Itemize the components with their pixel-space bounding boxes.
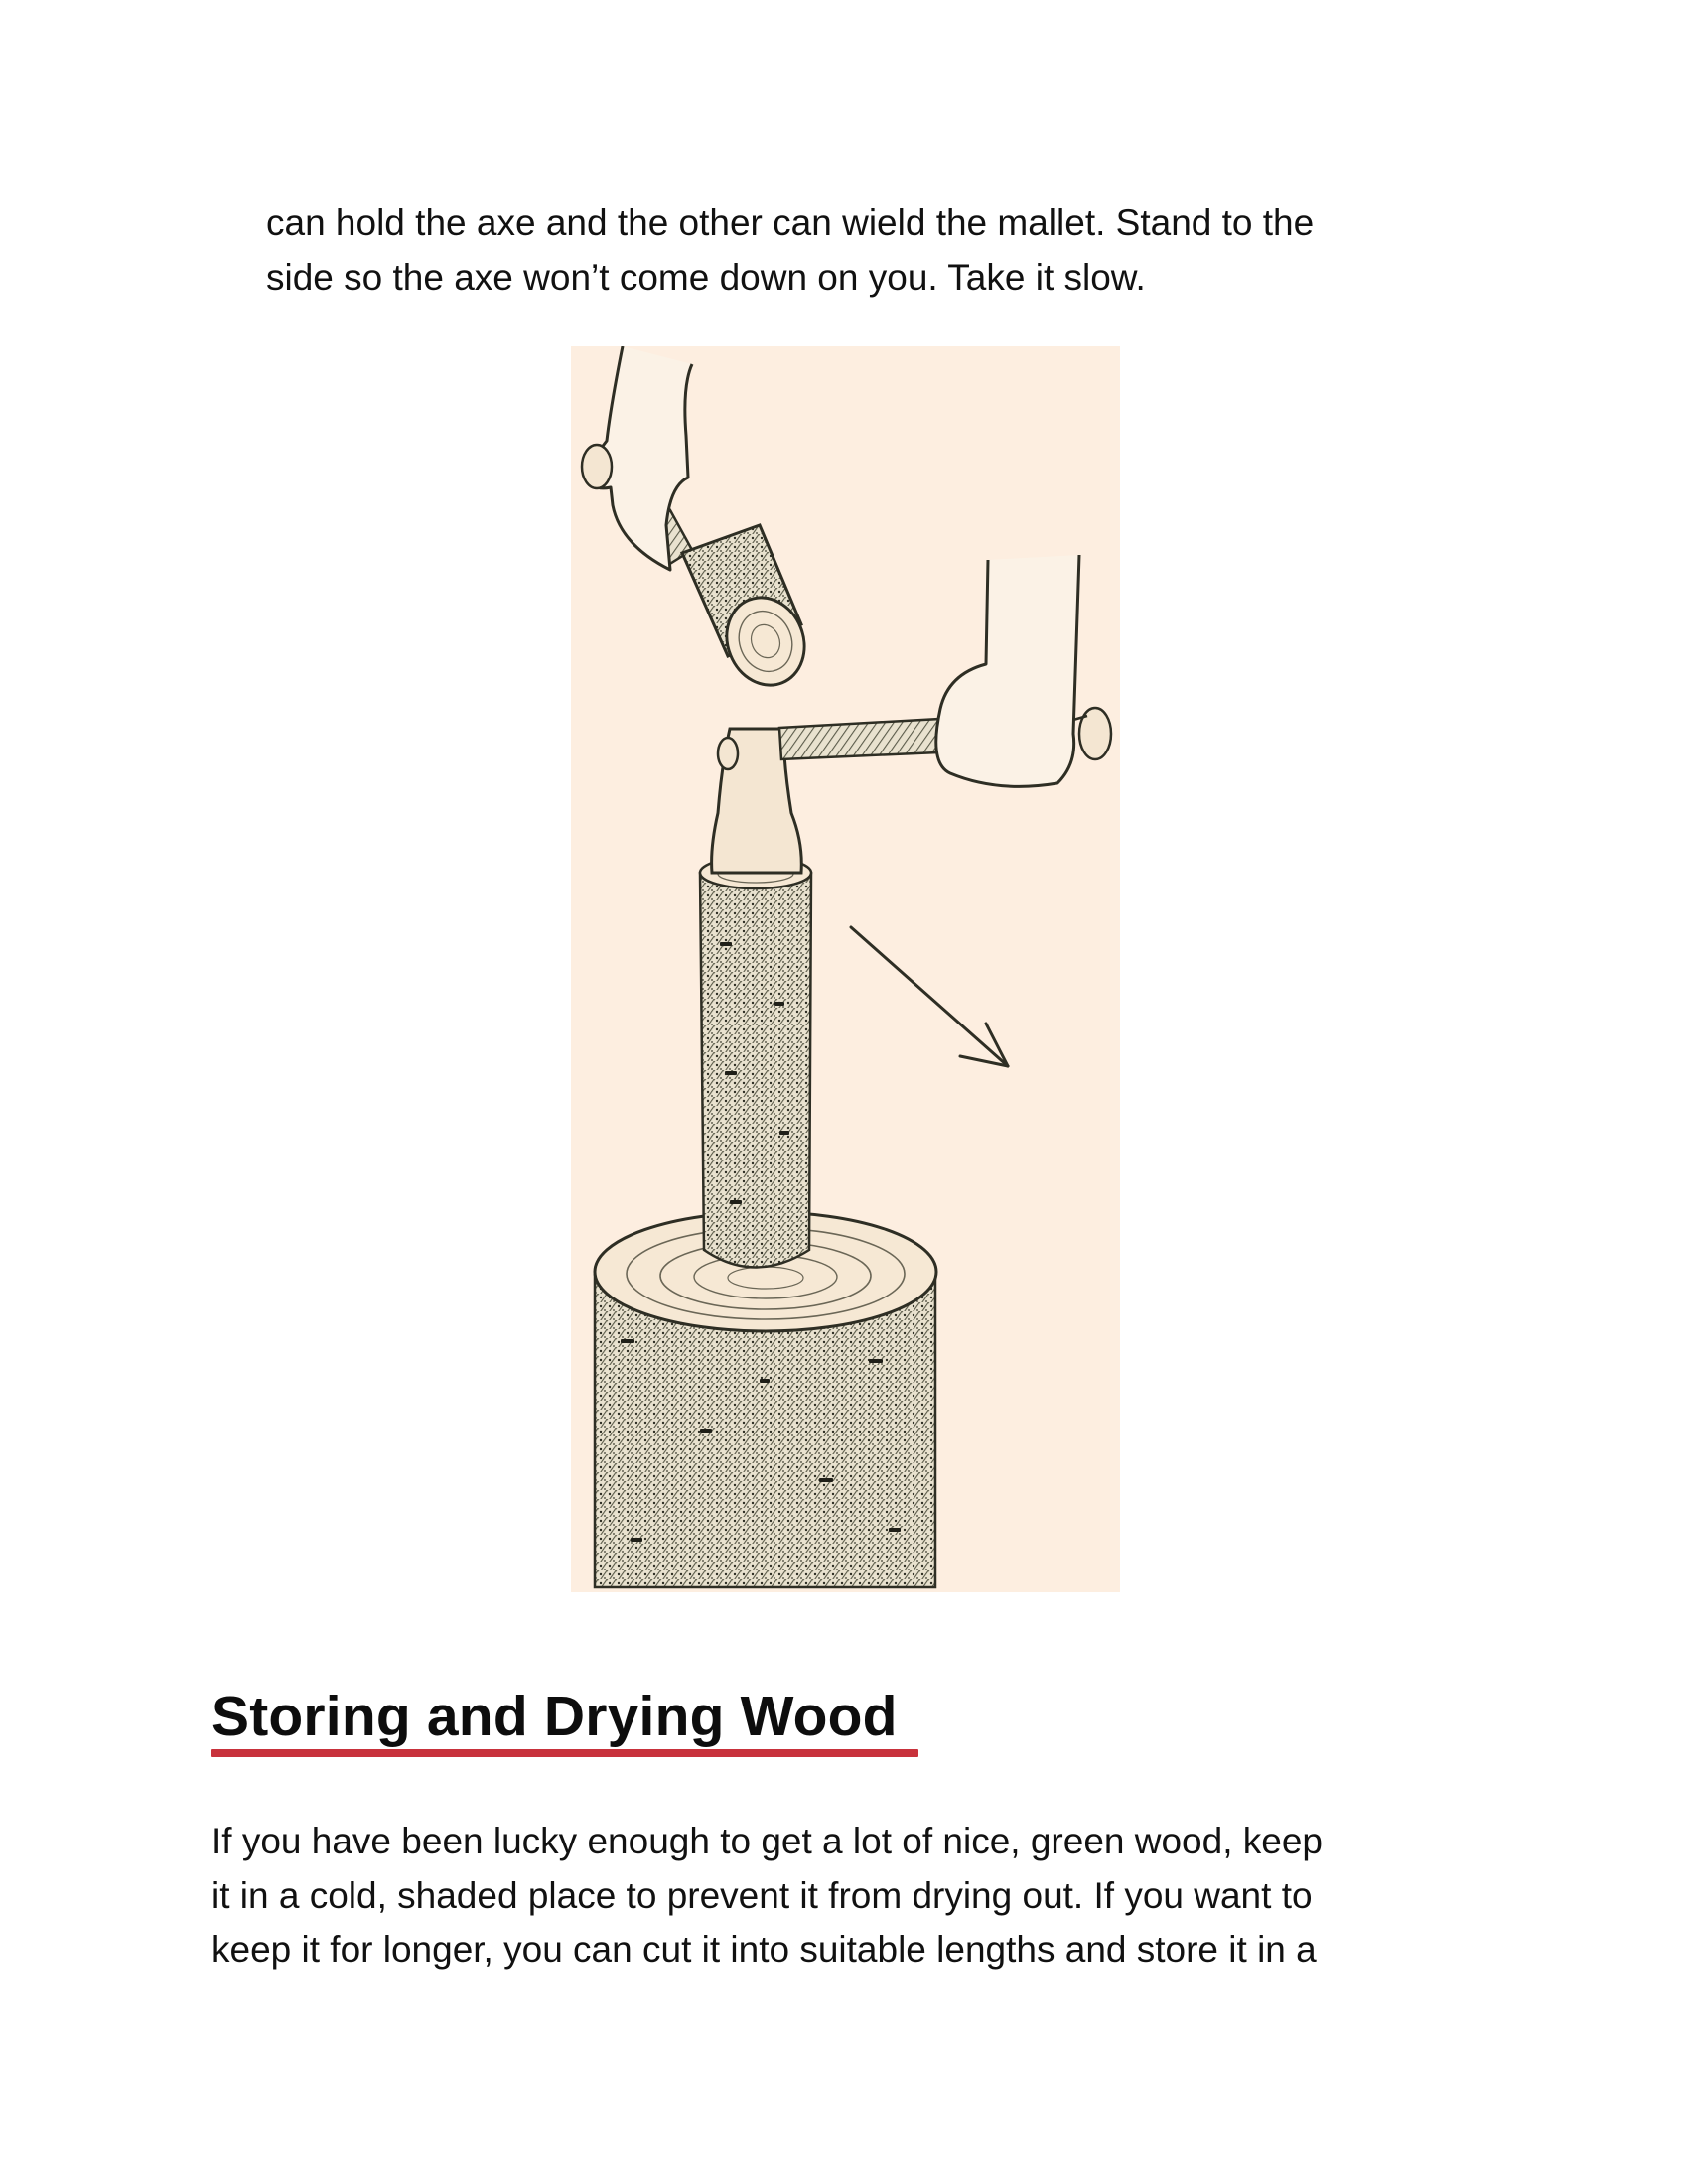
stump — [595, 1212, 936, 1587]
section-line-2: it in a cold, shaded place to prevent it from drying out. If you want to — [211, 1874, 1313, 1916]
axe-and-mallet-splitting-log-illustration — [571, 346, 1120, 1592]
intro-line-2: side so the axe won’t come down on you. Take it slow. — [266, 256, 1146, 298]
illustration-drawing — [571, 346, 1120, 1592]
heading-underline — [211, 1749, 918, 1757]
section-line-3: keep it for longer, you can cut it into suitable lengths and store it in a — [211, 1929, 1317, 1970]
intro-line-1: can hold the axe and the other can wield the mallet. Stand to the — [266, 203, 1315, 243]
log — [700, 857, 811, 1268]
section-line-1: If you have been lucky enough to get a lot of nice, green wood, keep — [211, 1821, 1323, 1861]
section-paragraph — [211, 1815, 1522, 1978]
intro-paragraph — [266, 197, 1507, 305]
section-heading: Storing and Drying Wood — [211, 1685, 898, 1748]
